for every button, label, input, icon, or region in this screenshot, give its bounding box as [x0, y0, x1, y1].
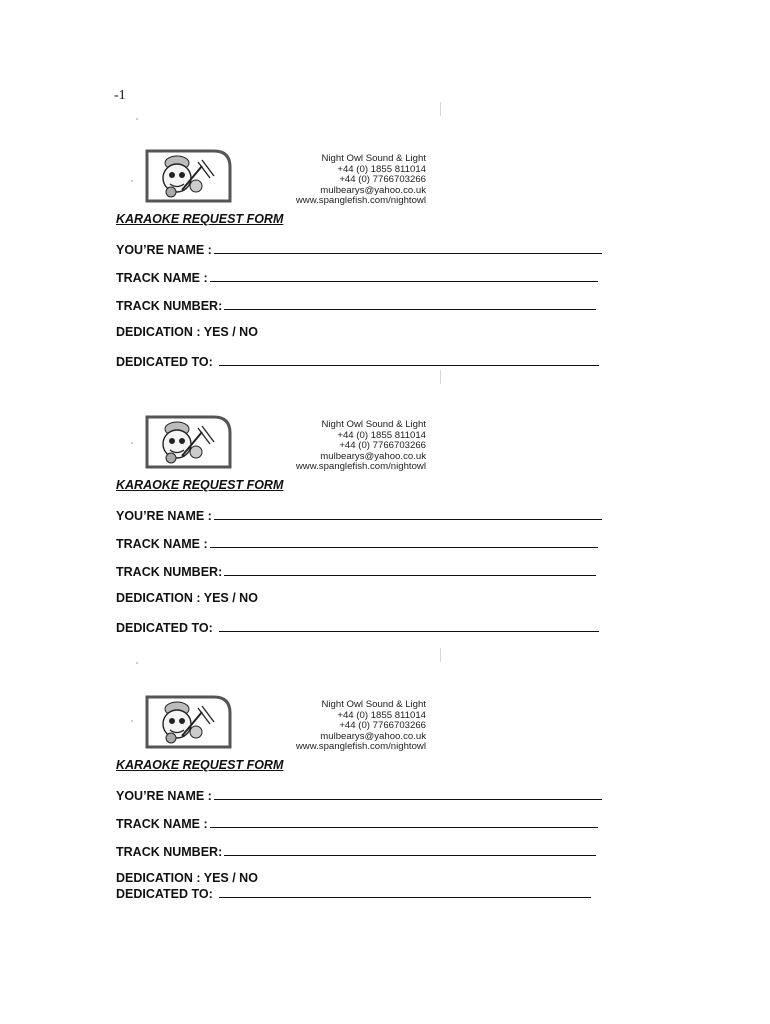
request-form-1 [116, 148, 616, 369]
track-number-label: TRACK NUMBER: [116, 299, 223, 313]
track-name-label: TRACK NAME : [116, 817, 208, 831]
dedicated-to-label: DEDICATED TO: [116, 887, 213, 901]
track-name-field[interactable] [116, 535, 598, 551]
website: www.spanglefish.com/nightowl [295, 461, 426, 473]
email: mulbearys@yahoo.co.uk [320, 730, 426, 742]
dedicated-to-field[interactable] [116, 885, 591, 901]
phone-2: +44 (0) 7766703266 [339, 174, 426, 186]
website: www.spanglefish.com/nightowl [295, 741, 426, 753]
form-title: KARAOKE REQUEST FORM [116, 212, 284, 226]
track-name-line[interactable] [210, 535, 598, 548]
scan-mark [440, 102, 441, 116]
track-name-label: TRACK NAME : [116, 271, 208, 285]
track-name-field[interactable] [116, 815, 598, 831]
your-name-label: YOU’RE NAME : [116, 789, 212, 803]
dedication-label: DEDICATION : YES / NO [116, 591, 258, 605]
form-header [116, 148, 616, 210]
owl-logo-icon [144, 694, 232, 750]
phone-2: +44 (0) 7766703266 [339, 720, 426, 732]
page-number: -1 [114, 88, 126, 103]
your-name-field[interactable] [116, 507, 602, 523]
scan-mark [136, 118, 138, 120]
dedication-field[interactable] [116, 871, 258, 885]
track-number-field[interactable] [116, 843, 596, 859]
dedicated-to-line[interactable] [219, 353, 599, 366]
form-header [116, 414, 616, 476]
email: mulbearys@yahoo.co.uk [320, 450, 426, 462]
track-number-label: TRACK NUMBER: [116, 565, 223, 579]
business-name: Night Owl Sound & Light [321, 153, 426, 164]
track-number-label: TRACK NUMBER: [116, 845, 223, 859]
phone-1: +44 (0) 1855 811014 [337, 709, 426, 721]
track-number-line[interactable] [224, 843, 596, 856]
dedicated-to-line[interactable] [219, 619, 599, 632]
dedicated-to-line[interactable] [219, 885, 591, 898]
contact-details [264, 700, 426, 753]
business-name: Night Owl Sound & Light [321, 699, 426, 710]
your-name-label: YOU’RE NAME : [116, 509, 212, 523]
dedicated-to-field[interactable] [116, 353, 599, 369]
form-title: KARAOKE REQUEST FORM [116, 478, 284, 492]
request-form-3 [116, 694, 616, 901]
email: mulbearys@yahoo.co.uk [320, 184, 426, 196]
scan-mark [440, 648, 441, 662]
form-title: KARAOKE REQUEST FORM [116, 758, 284, 772]
dedication-field[interactable] [116, 591, 258, 605]
scan-mark [440, 370, 441, 384]
website: www.spanglefish.com/nightowl [295, 195, 426, 207]
dedicated-to-label: DEDICATED TO: [116, 621, 213, 635]
track-name-line[interactable] [210, 815, 598, 828]
request-form-2 [116, 414, 616, 635]
phone-1: +44 (0) 1855 811014 [337, 429, 426, 441]
dedicated-to-field[interactable] [116, 619, 599, 635]
track-number-field[interactable] [116, 297, 596, 313]
owl-logo-icon [144, 414, 232, 470]
your-name-line[interactable] [214, 787, 602, 800]
contact-details [264, 420, 426, 473]
dedication-label: DEDICATION : YES / NO [116, 871, 258, 885]
your-name-label: YOU’RE NAME : [116, 243, 212, 257]
track-name-field[interactable] [116, 269, 598, 285]
dedicated-to-label: DEDICATED TO: [116, 355, 213, 369]
phone-2: +44 (0) 7766703266 [339, 440, 426, 452]
track-name-label: TRACK NAME : [116, 537, 208, 551]
dedication-field[interactable] [116, 325, 258, 339]
contact-details [264, 154, 426, 207]
owl-logo-icon [144, 148, 232, 204]
your-name-field[interactable] [116, 787, 602, 803]
your-name-line[interactable] [214, 241, 602, 254]
business-name: Night Owl Sound & Light [321, 419, 426, 430]
track-number-line[interactable] [224, 297, 596, 310]
track-number-line[interactable] [224, 563, 596, 576]
scan-mark [136, 662, 138, 664]
track-name-line[interactable] [210, 269, 598, 282]
track-number-field[interactable] [116, 563, 596, 579]
your-name-field[interactable] [116, 241, 602, 257]
form-header [116, 694, 616, 756]
dedication-label: DEDICATION : YES / NO [116, 325, 258, 339]
phone-1: +44 (0) 1855 811014 [337, 163, 426, 175]
your-name-line[interactable] [214, 507, 602, 520]
